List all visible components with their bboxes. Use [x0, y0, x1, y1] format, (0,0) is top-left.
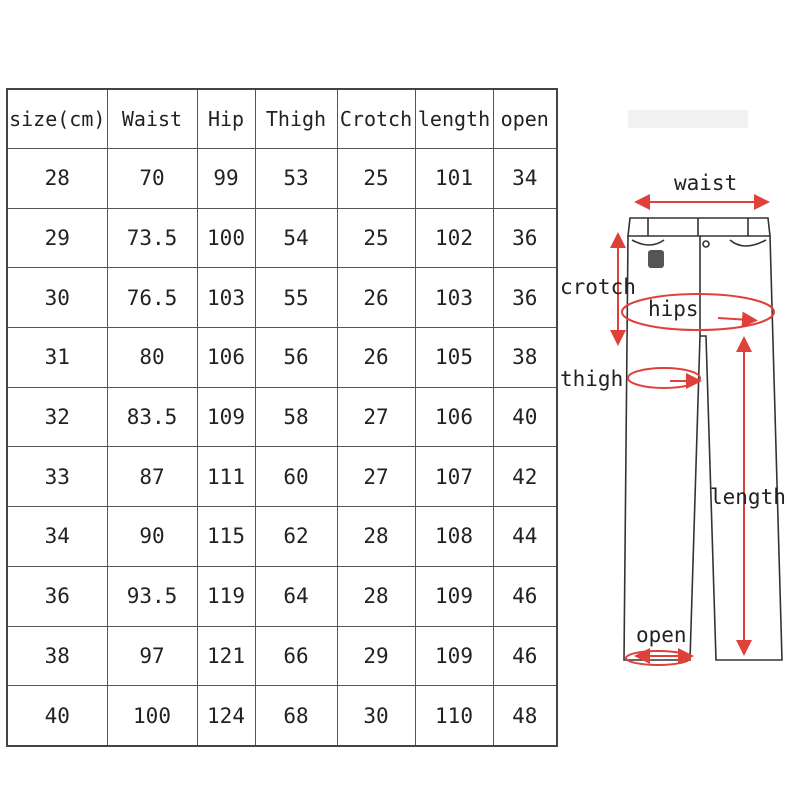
table-cell: 68: [255, 686, 337, 746]
table-row: [7, 268, 557, 328]
table-cell: 38: [493, 328, 557, 388]
column-header: Thigh: [255, 89, 337, 149]
table-cell: 109: [197, 387, 255, 447]
jeans-outline-icon: [624, 218, 782, 660]
table-cell: 36: [7, 566, 107, 626]
table-row: [7, 387, 557, 447]
hips-arrow: [718, 318, 750, 320]
table-cell: 83.5: [107, 387, 197, 447]
table-cell: 58: [255, 387, 337, 447]
table-cell: 111: [197, 447, 255, 507]
table-row: [7, 149, 557, 209]
table-cell: 30: [337, 686, 415, 746]
faded-logo: [628, 110, 748, 128]
table-cell: 32: [7, 387, 107, 447]
table-row: [7, 328, 557, 388]
column-header: Crotch: [337, 89, 415, 149]
table-cell: 40: [7, 686, 107, 746]
table-cell: 31: [7, 328, 107, 388]
table-header: [7, 89, 557, 149]
table-cell: 102: [415, 208, 493, 268]
table-cell: 101: [415, 149, 493, 209]
thigh-label: thigh: [560, 367, 624, 391]
table-cell: 115: [197, 507, 255, 567]
table-cell: 66: [255, 626, 337, 686]
column-header: size(cm): [7, 89, 107, 149]
table-cell: 105: [415, 328, 493, 388]
table-cell: 107: [415, 447, 493, 507]
jeans-measurement-diagram: [558, 100, 798, 680]
table-cell: 28: [337, 566, 415, 626]
table-cell: 48: [493, 686, 557, 746]
table-cell: 109: [415, 626, 493, 686]
table-cell: 76.5: [107, 268, 197, 328]
table-cell: 99: [197, 149, 255, 209]
table-cell: 124: [197, 686, 255, 746]
table-cell: 42: [493, 447, 557, 507]
table-cell: 54: [255, 208, 337, 268]
table-cell: 103: [197, 268, 255, 328]
table-cell: 93.5: [107, 566, 197, 626]
table-cell: 26: [337, 268, 415, 328]
waist-label: waist: [674, 171, 738, 195]
table-cell: 30: [7, 268, 107, 328]
table-row: [7, 566, 557, 626]
table-body: [7, 149, 557, 746]
table-cell: 109: [415, 566, 493, 626]
table-cell: 36: [493, 268, 557, 328]
table-cell: 121: [197, 626, 255, 686]
table-cell: 25: [337, 149, 415, 209]
length-label: length: [710, 485, 786, 509]
size-chart-table: [6, 88, 558, 747]
table-cell: 55: [255, 268, 337, 328]
table-row: [7, 686, 557, 746]
crotch-label: crotch: [560, 275, 636, 299]
table-cell: 46: [493, 566, 557, 626]
table-cell: 33: [7, 447, 107, 507]
column-header: Waist: [107, 89, 197, 149]
thigh-ellipse: [628, 368, 700, 388]
table-cell: 73.5: [107, 208, 197, 268]
table-cell: 29: [7, 208, 107, 268]
column-header: open: [493, 89, 557, 149]
table-cell: 27: [337, 447, 415, 507]
table-cell: 28: [337, 507, 415, 567]
open-ellipse: [626, 651, 690, 665]
table-cell: 53: [255, 149, 337, 209]
table-cell: 108: [415, 507, 493, 567]
table-cell: 110: [415, 686, 493, 746]
table-row: [7, 626, 557, 686]
table-cell: 70: [107, 149, 197, 209]
table-cell: 40: [493, 387, 557, 447]
table-cell: 27: [337, 387, 415, 447]
table-row: [7, 507, 557, 567]
table-cell: 100: [197, 208, 255, 268]
table-cell: 97: [107, 626, 197, 686]
table-cell: 25: [337, 208, 415, 268]
open-label: open: [636, 623, 687, 647]
column-header: length: [415, 89, 493, 149]
table-cell: 44: [493, 507, 557, 567]
table-cell: 38: [7, 626, 107, 686]
table-cell: 106: [197, 328, 255, 388]
table-cell: 87: [107, 447, 197, 507]
table-row: [7, 447, 557, 507]
table-cell: 29: [337, 626, 415, 686]
table-cell: 119: [197, 566, 255, 626]
table-cell: 26: [337, 328, 415, 388]
column-header: Hip: [197, 89, 255, 149]
header-row: [7, 89, 557, 149]
table-cell: 64: [255, 566, 337, 626]
hips-label: hips: [648, 297, 699, 321]
table-cell: 60: [255, 447, 337, 507]
table-cell: 56: [255, 328, 337, 388]
table-cell: 34: [7, 507, 107, 567]
table-cell: 34: [493, 149, 557, 209]
table-cell: 100: [107, 686, 197, 746]
table-cell: 28: [7, 149, 107, 209]
table-row: [7, 208, 557, 268]
table-cell: 62: [255, 507, 337, 567]
table-cell: 90: [107, 507, 197, 567]
table-cell: 36: [493, 208, 557, 268]
table-cell: 46: [493, 626, 557, 686]
table-cell: 106: [415, 387, 493, 447]
table-cell: 80: [107, 328, 197, 388]
table-cell: 103: [415, 268, 493, 328]
